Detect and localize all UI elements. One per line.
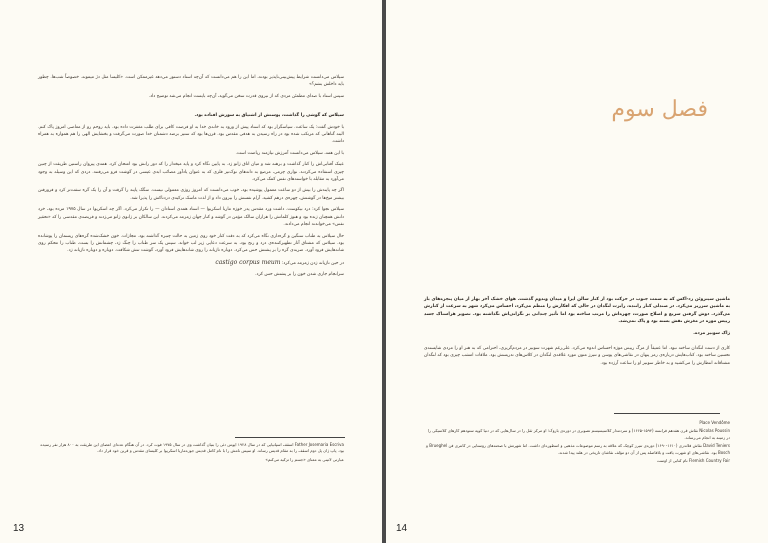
right-body-text (424, 296, 730, 371)
paragraph: حال سیلاس به طناب سنگین و گره‌داری نگاه می‌کرد که به دقت کنار خود روی زمین به حالت چنبره گذاشته بود. مجازات. خون خشک‌شده گره‌های ریسمان را پوشانده بود. سیلاس که مشتاق آثار تطهیرکننده‌ی درد و رنج بود، به سرعت دعایی زیر لب خواند. سپس یک سر طناب را چنگ زد، چشمانش را بست، طناب را محکم روی شانه‌هایش فرود آورد. ضربه‌ی گره را بر پشتش حس می‌کرد. دوباره تازیانه را روی شانه‌هایش فرود آورد، گوشت تنش شکافت. دوباره و دوباره تازیانه زد. (38, 233, 344, 254)
footnote: Place Vendôme (699, 420, 730, 425)
paragraph: با خودش گفت: یک ساعت. سپاسگزار بود که استاد پیش از ورود به خانه‌ی خدا به او فرصت کافی برای طلب مغفرت داده بود. باید روحم رو از معاصی امروز پاک کنم. البته گناهانی که مرتکب شده بود در راه رسیدن به هدفی مقدس بود. قرن‌ها بود که ستیز برضد دشمنان خدا صورت می‌گرفت و بخشایش الهی را هم همواره به همراه داشت. (38, 124, 344, 145)
left-footnotes (38, 442, 344, 465)
footnote: عبارتی لاتینی به معنای «جسم را تزکیه می‌کنم» (265, 456, 344, 462)
left-page (0, 0, 382, 543)
paragraph-text: در حین تازیانه زدن زمزمه می‌کرد: (281, 260, 344, 266)
paragraph: ژاک سونیر مرده. (693, 330, 730, 336)
paragraph: اگر چه پایندش را بیش از دو ساعت معمول پوشیده بود، خوب می‌دانست که امروز روزی معمولی نیست. سگک پاپند را گرفت و آن را یک گره سفت‌تر کرد و فرورفتن بیشتر میخ‌ها در گوشتش، چهره‌ی درهم کشید. آرام نفسش را بیرون داد و از لذت ماسک تزکیه‌ی دردناکش را پذیرا شد. (38, 188, 344, 201)
paragraph: سرانجام جاری شدن خون را بر پشتش حس کرد. (255, 272, 344, 278)
paragraph: با این همه، سیلاس می‌دانست آمرزش نیازمند ریاضت است. (235, 150, 344, 156)
page-number: 13 (13, 523, 25, 534)
footnote: David Teniers نقاش فلاندری (۱۶۱۰-۱۶۹۰) دوره‌ی تنیرز کوچک که علاقه به رسم موضوعات مذهبی و اسطوره‌ای داشت. اما شهرتش با صحنه‌های روستایی در کانتری فن Brueghel و Bosch بود. نقاشی‌های او شهرت یافت و بلافاصله پس از آن دو مؤلف نقاشان تاریخی در هلند پیدا شدند. (426, 443, 730, 455)
chapter-title: فصل سوم (611, 97, 708, 122)
left-body-text (38, 74, 344, 283)
footnote: Father Josemaria Escriva اسقف اسپانیایی که در سال ۱۹۲۸ اپوس دئی را بنیان گذاشت وی در سال ۱۹۷۵ فوت کرد. در آن هنگام عده‌ای اعضای این طریقت به ۸۰۰ هزار نفر رسیده بود. پاپ ژان پل دوم اسقف را به مقام قدیس رساند. او سپس نامش را با نام کامل قدیس جوزه‌ماریا اسکریوا بر کلیسای مقدس و قرین خود قرار داد. (40, 442, 344, 454)
footnote: Flemish Country Fair نام کتابی از اوست (656, 458, 730, 464)
paragraph: سپس استاد با صدای مطمئن مردی که از نیروی قدرت سخن می‌گوید، آن‌چه بایست انجام می‌شد توضیح داد. (148, 93, 344, 99)
paragraph: سیلاس که گوشی را گذاشت، پوستش از اشتیاق به سوزش افتاده بود. (194, 113, 344, 119)
page-number: 14 (396, 523, 408, 534)
paragraph: کاری از دست لنگدان ساخته نبود. اما عمیقاً از مرگ رییس موزه احساس اندوه می‌کرد. علی‌رغم شهرت سونیر در مردم‌گریزی، احترامی که به هنر او را مردی شایسته‌ی تحسین ساخته بود. کتاب‌هایش درباره‌ی رمز پنهان در نقاشی‌های پوسن و تنیرز متون مورد علاقه‌ی لنگدان در کلاس‌های تدریسش بود. ملاقات امشب چیزی بود که لنگدان مشتاقانه انتظارش را می‌کشید و به خاطر سونیر او را ساعت آرزده بود. (424, 346, 730, 366)
footnote-rule (614, 413, 720, 414)
paragraph: سیلاس می‌دانست شرایط پیش‌بینی‌ناپذیر بودند، اما این را هم می‌دانست که آن‌چه استاد دستور می‌دهد غیرممکن است. «کلیسا مثل دژ میمونه. خصوصاً شب‌ها. چطور باید داخلش بشم؟» (38, 75, 344, 88)
paragraph: عینک آفتابی‌اش را کنار گذاشت و برهنه شد و میان اتاق زانو زد. به پایین نگاه کرد و پاید میخدار را که دور رانش بود امتحان کرد. همه‌ی پیروان راستین طریقت از چنین چیزی استفاده می‌کردند. نواری چرمی، مرصع به دانه‌های نوک‌تیز فلزی که به عنوان یادآور مصائب ابدی عیسی در گوشت فرو می‌رفتند. دردی که این وسیله به وجود می‌آورد به مقابله با خواسته‌های نفس کمک می‌کرد. (38, 162, 344, 183)
paragraph: سیلاس نجوا کرد: درد نیکوست. داشت ورد مقدس پدر خوزه ماریا اسکریوا — استاد همه‌ی استادان — را تکرار می‌کرد. اگر چه اسکریوا در سال ۱۹۷۵ مرده بود، خرد دانش همچنان زنده بود و هنوز کلماتش را هزاران سالک مؤمن در گوشه و کنار جهان زمزمه می‌کردند. این سالکان بر زانوی زانو می‌زدند و فریضه‌ی مقدسی را که «تحقیر نفس» می‌خواندند انجام می‌دادند. (38, 207, 344, 228)
paragraph (38, 259, 344, 267)
paragraph: ماشین سیتروئن زد-اکس که به سمت جنوب در حرکت بود از کنار سالن اپرا و میدان وندوم گذشت. هوای خشک آخر بهار از میان پنجره‌های باز به ماشین سرریز می‌کرد. در صندلی کنار راننده، رابرت لنگدان در حالی که افکارش را منظم می‌کرد، احساس می‌کرد شهر به سرعت از کنارش می‌گذرد. دوش گرفتن سریع و اصلاح صورت، چهره‌اش را مرتب ساخته بود اما تأثیر چندانی بر نگرانی‌اش نگذاشته بود. تصویر هراسناک جسد رییس موزه در مغزش نقش بسته بود و پاک نمی‌شد. (424, 297, 730, 325)
right-footnotes (424, 420, 730, 466)
latin-phrase: castigo corpus meum (215, 258, 281, 266)
footnote: Nicolas Poussin نقاش قرن هفدهم فرانسه (۱۵۹۴-۱۶۶۵) و سردمدار کلاسیسیسم تصویری در دوره‌ی باروک؛ او مرکز ثقل را در سال‌هایی که در دنیا کوپه ستودهم کارهای کلاسیکی را در زمینه به انجام می‌رساند. (427, 428, 730, 440)
footnote-rule (235, 437, 345, 438)
right-page (386, 0, 768, 543)
